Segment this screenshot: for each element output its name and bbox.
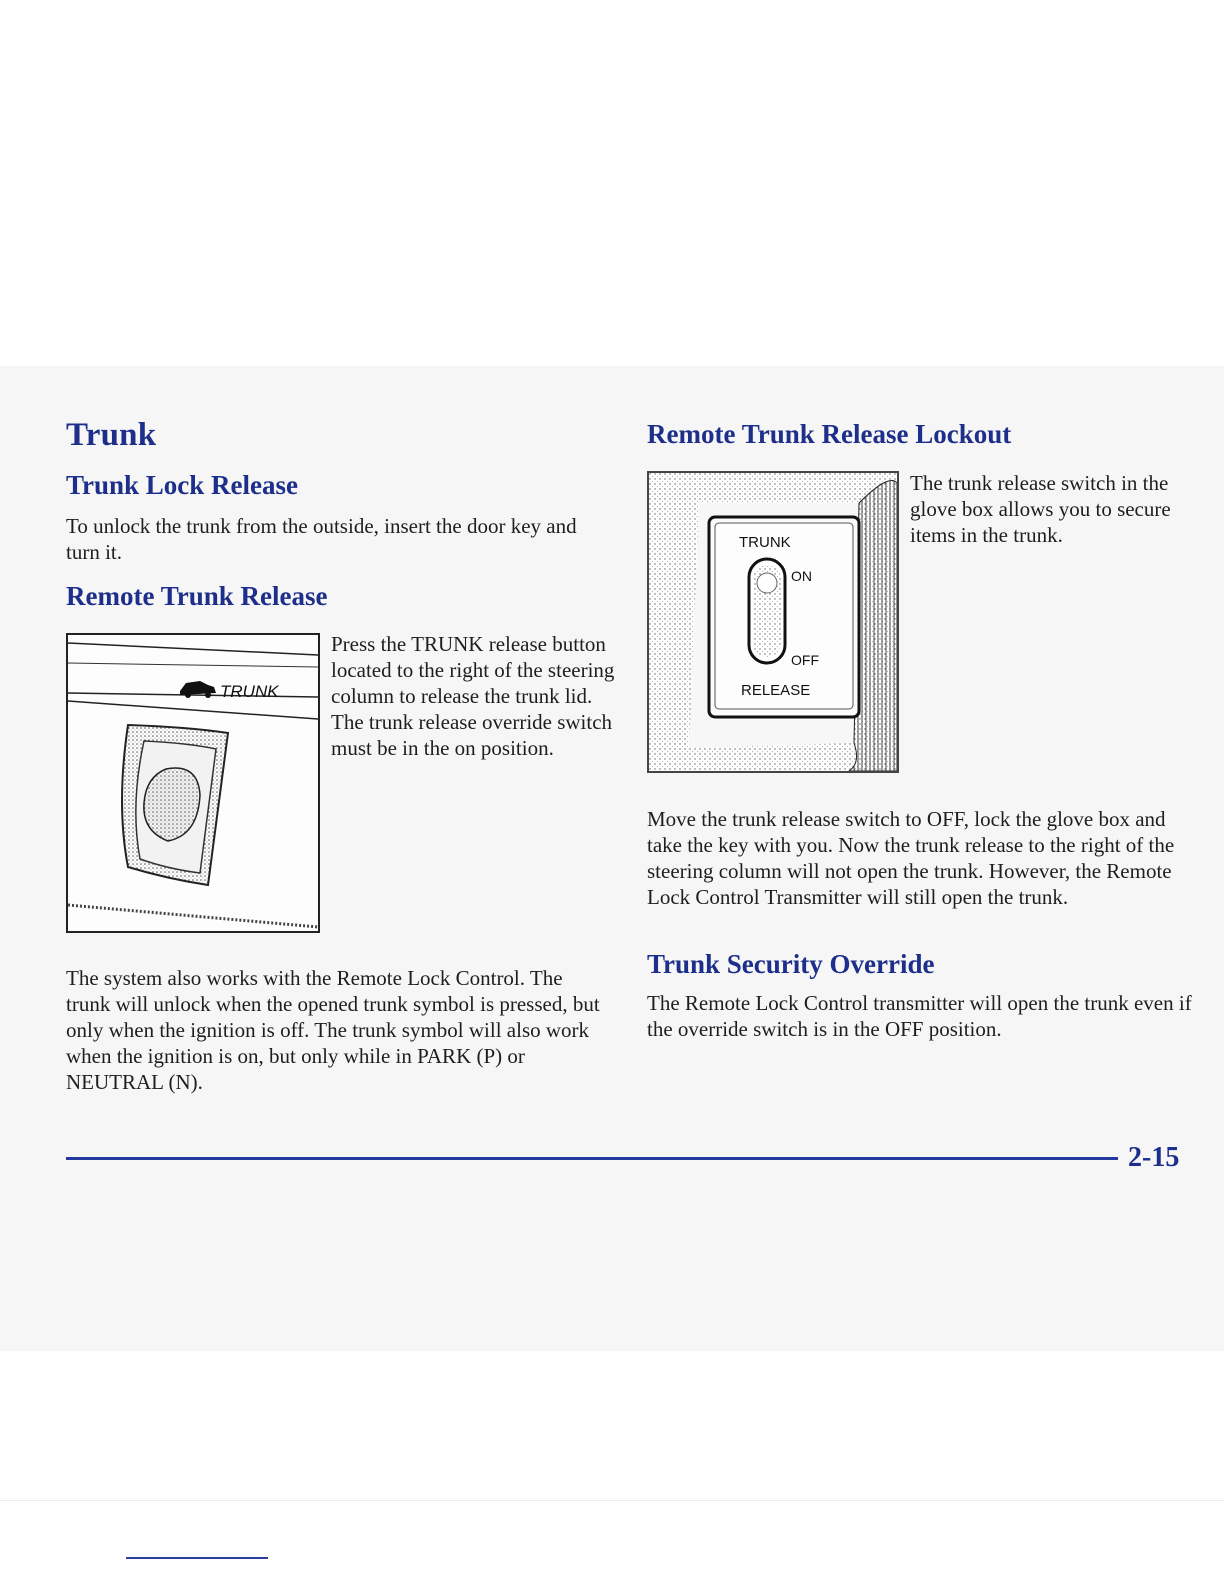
trunk-figure-label: TRUNK [220,682,279,701]
heading-trunk-lock-release: Trunk Lock Release [66,470,299,500]
switch-label-off: OFF [791,652,819,668]
switch-label-release: RELEASE [741,682,811,699]
switch-label-on: ON [791,568,812,584]
remote-lock-control-text: The system also works with the Remote Lock Control. The trunk will unlock when the opened trunk symbol is pressed, but only when the ignition is off. The trunk symbol will also work when the ignition is on, but only while in PARK (P) or NEUTRAL (N). [66,966,600,1094]
remote-release-text: Press the TRUNK release button located to the right of the steering column to release the trunk lid. The trunk release override switch must be in the on position. [331,632,615,760]
override-text: The Remote Lock Control transmitter will open the trunk even if the override switch is in the OFF position. [647,991,1192,1041]
band-divider [0,1500,1224,1501]
heading-remote-trunk-release-lockout: Remote Trunk Release Lockout [647,419,1012,449]
lockout-instructions-text: Move the trunk release switch to OFF, lock the glove box and take the key with you. Now the trunk release to the right of the steering column will not open the trunk. However, the Remote Lock Control Transmitter will still open the trunk. [647,807,1175,909]
trunk-button-illustration [66,633,320,933]
heading-trunk-security-override: Trunk Security Override [647,949,935,979]
lock-release-text: To unlock the trunk from the outside, insert the door key and turn it. [66,514,577,564]
footer-rule [66,1157,1118,1160]
lockout-text: The trunk release switch in the glove box allows you to secure items in the trunk. [910,471,1171,547]
glove-box-switch-drawing [649,473,897,771]
bottom-rule-mark [126,1557,268,1559]
glove-box-switch-illustration [647,471,899,773]
switch-label-trunk: TRUNK [739,534,791,551]
page-number: 2-15 [1128,1142,1180,1173]
trunk-button-drawing [68,635,318,931]
page-title: Trunk [66,417,157,453]
heading-remote-trunk-release: Remote Trunk Release [66,581,328,611]
